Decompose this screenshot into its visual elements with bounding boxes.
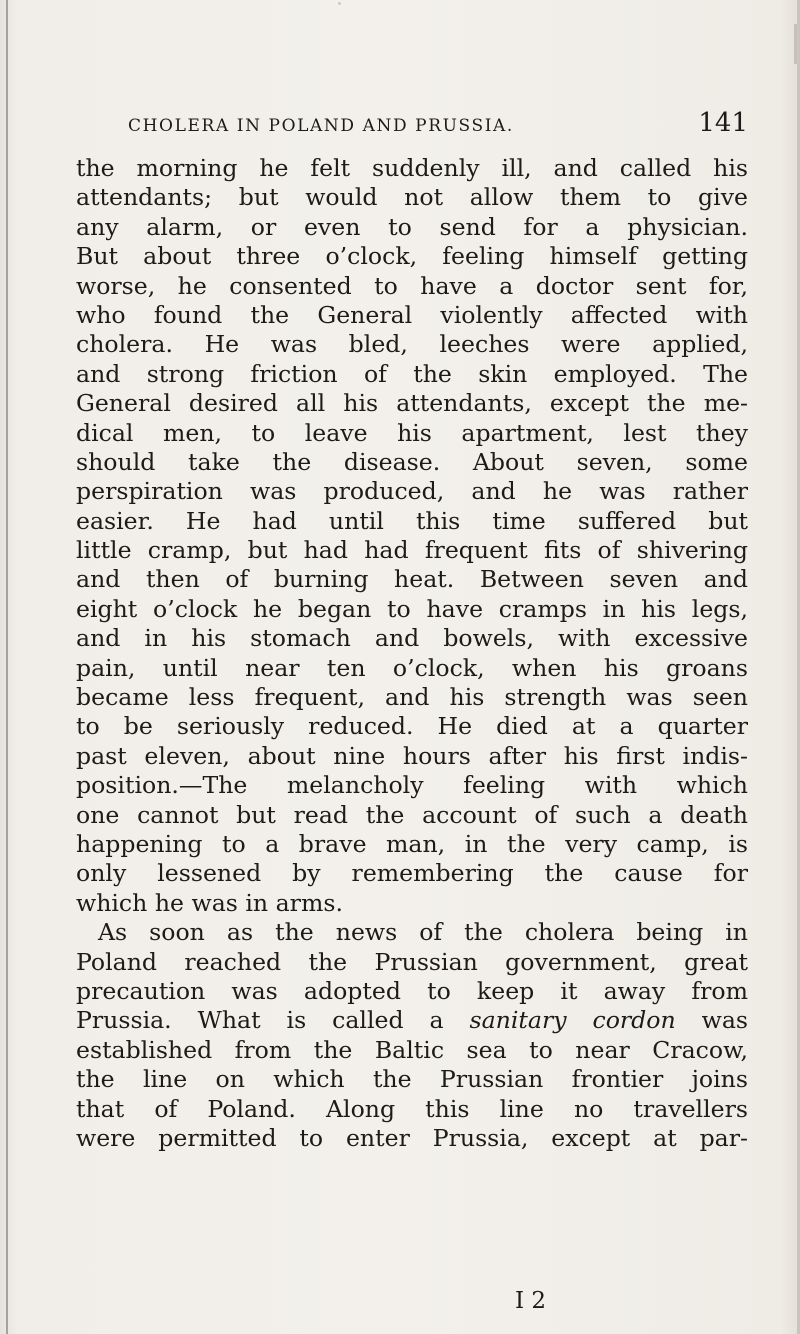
text-line: established from the Baltic sea to near Cracow, — [76, 1035, 748, 1064]
text-line: perspiration was produced, and he was rather — [76, 477, 748, 506]
text-line: cholera. He was bled, leeches were applied, — [76, 330, 748, 359]
signature-mark: I 2 — [515, 1288, 547, 1314]
text-line: position.—The melancholy feeling with which — [76, 771, 748, 800]
paragraph-start-line: As soon as the news of the cholera being in — [98, 918, 748, 947]
running-title: CHOLERA IN POLAND AND PRUSSIA. — [128, 116, 514, 136]
italic-phrase: sanitary cordon — [469, 1006, 676, 1035]
text-line: to be seriously reduced. He died at a quarter — [76, 712, 748, 741]
text-line: who found the General violently affected with — [76, 300, 748, 329]
text-line: eight o’clock he began to have cramps in his legs, — [76, 594, 748, 623]
text-line: and strong friction of the skin employed. The — [76, 359, 748, 388]
page-gutter-shadow — [6, 0, 8, 1334]
text-line: precaution was adopted to keep it away from — [76, 976, 748, 1005]
text-line: But about three o’clock, feeling himself getting — [76, 242, 748, 271]
text-line: little cramp, but had had frequent fits of shivering — [76, 536, 748, 565]
text-line: were permitted to enter Prussia, except at par- — [76, 1123, 748, 1152]
text-line: Poland reached the Prussian government, great — [76, 947, 748, 976]
print-speck — [794, 24, 797, 64]
paragraph-end-line: which he was in arms. — [76, 888, 343, 917]
text-line: the morning he felt suddenly ill, and called his — [76, 154, 748, 182]
text-line: should take the disease. About seven, some — [76, 447, 748, 476]
text-line: and then of burning heat. Between seven and — [76, 565, 748, 594]
body-text — [76, 154, 748, 1153]
text-line-with-italic: Prussia. What is called a sanitary cordon was — [76, 1006, 748, 1035]
text-line: and in his stomach and bowels, with excessive — [76, 624, 748, 653]
running-head — [128, 108, 748, 144]
print-speck — [338, 2, 341, 5]
text-line: that of Poland. Along this line no travellers — [76, 1094, 748, 1123]
text-line: pain, until near ten o’clock, when his groans — [76, 653, 748, 682]
text-line: any alarm, or even to send for a physician. — [76, 212, 748, 241]
text-line: General desired all his attendants, except the me- — [76, 389, 748, 418]
text-line: only lessened by remembering the cause for — [76, 859, 748, 888]
text-line: became less frequent, and his strength was seen — [76, 683, 748, 712]
page-number: 141 — [698, 108, 748, 138]
text-line: happening to a brave man, in the very camp, is — [76, 829, 748, 858]
text-line: past eleven, about nine hours after his first indis- — [76, 741, 748, 770]
text-line: easier. He had until this time suffered but — [76, 506, 748, 535]
text-line: one cannot but read the account of such a death — [76, 800, 748, 829]
text-line: the line on which the Prussian frontier joins — [76, 1065, 748, 1094]
text-line: attendants; but would not allow them to give — [76, 183, 748, 212]
text-line: dical men, to leave his apartment, lest they — [76, 418, 748, 447]
text-line: worse, he consented to have a doctor sent for, — [76, 271, 748, 300]
